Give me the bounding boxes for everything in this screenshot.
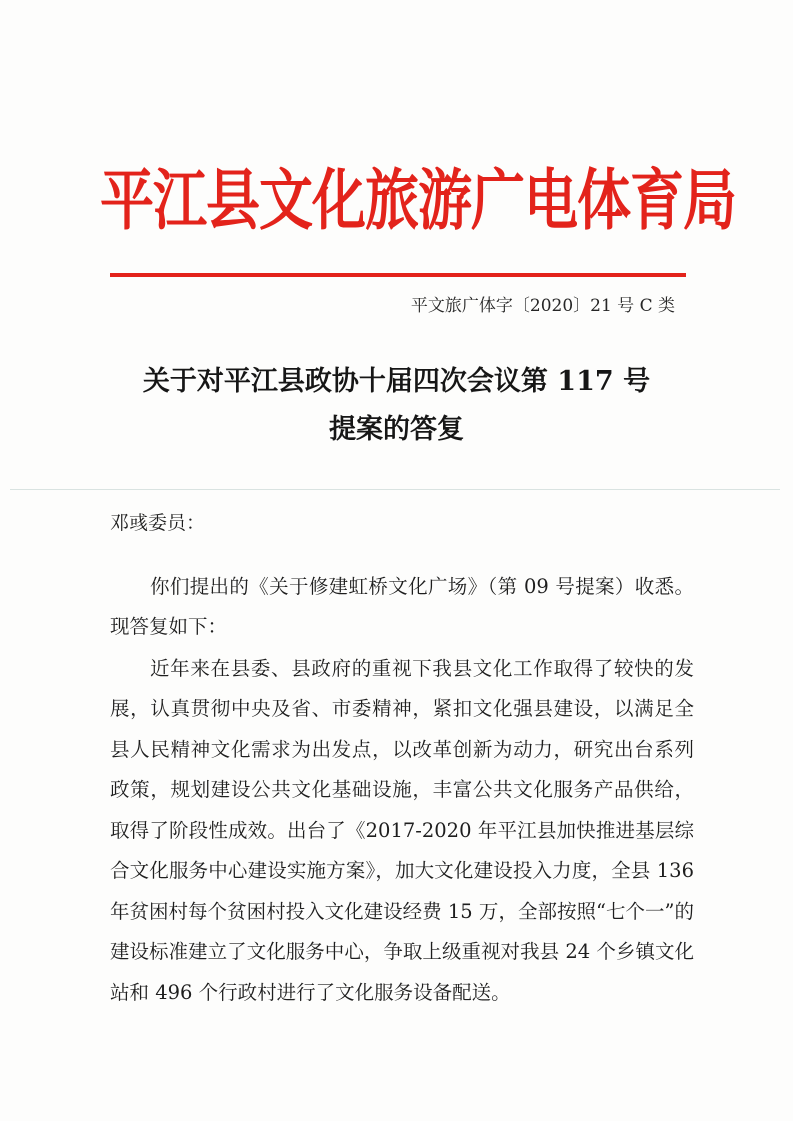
document-title-line-1: 关于对平江县政协十届四次会议第 117 号 bbox=[142, 366, 651, 397]
letterhead-red-rule bbox=[110, 273, 686, 277]
document-title-line-2: 提案的答复 bbox=[329, 414, 464, 445]
agency-letterhead-title: 平江县文化旅游广电体育局 bbox=[100, 160, 736, 240]
body-paragraph-1: 你们提出的《关于修建虹桥文化广场》（第 09 号提案）收悉。现答复如下： bbox=[110, 574, 694, 638]
salutation: 邓彧委员： bbox=[110, 512, 206, 534]
body-paragraph-2: 近年来在县委、县政府的重视下我县文化工作取得了较快的发展，认真贯彻中央及省、市委精神，紧扣文化强县建设，以满足全县人民精神文化需求为出发点，以改革创新为动力，研究出台系列政策，规划建设公共文化基础设施，丰富公共文化服务产品供给，取得了阶段性成效。出台了《2017-2020 年平江县加快推进基层综合文化服务中心建设实施方案》，加大文化建设投入力度，全县 136 年贫困村每个贫困村投入文化建设经费 15 万，全部按照“七个一”的建设标准建立了文化服务中心，争取上级重视对我县 24 个乡镇文化站和 496 个行政村进行了文化服务设备配送。 bbox=[110, 656, 694, 1004]
scan-divider bbox=[10, 489, 780, 490]
document-number: 平文旅广体字〔2020〕21 号 C 类 bbox=[410, 296, 675, 316]
